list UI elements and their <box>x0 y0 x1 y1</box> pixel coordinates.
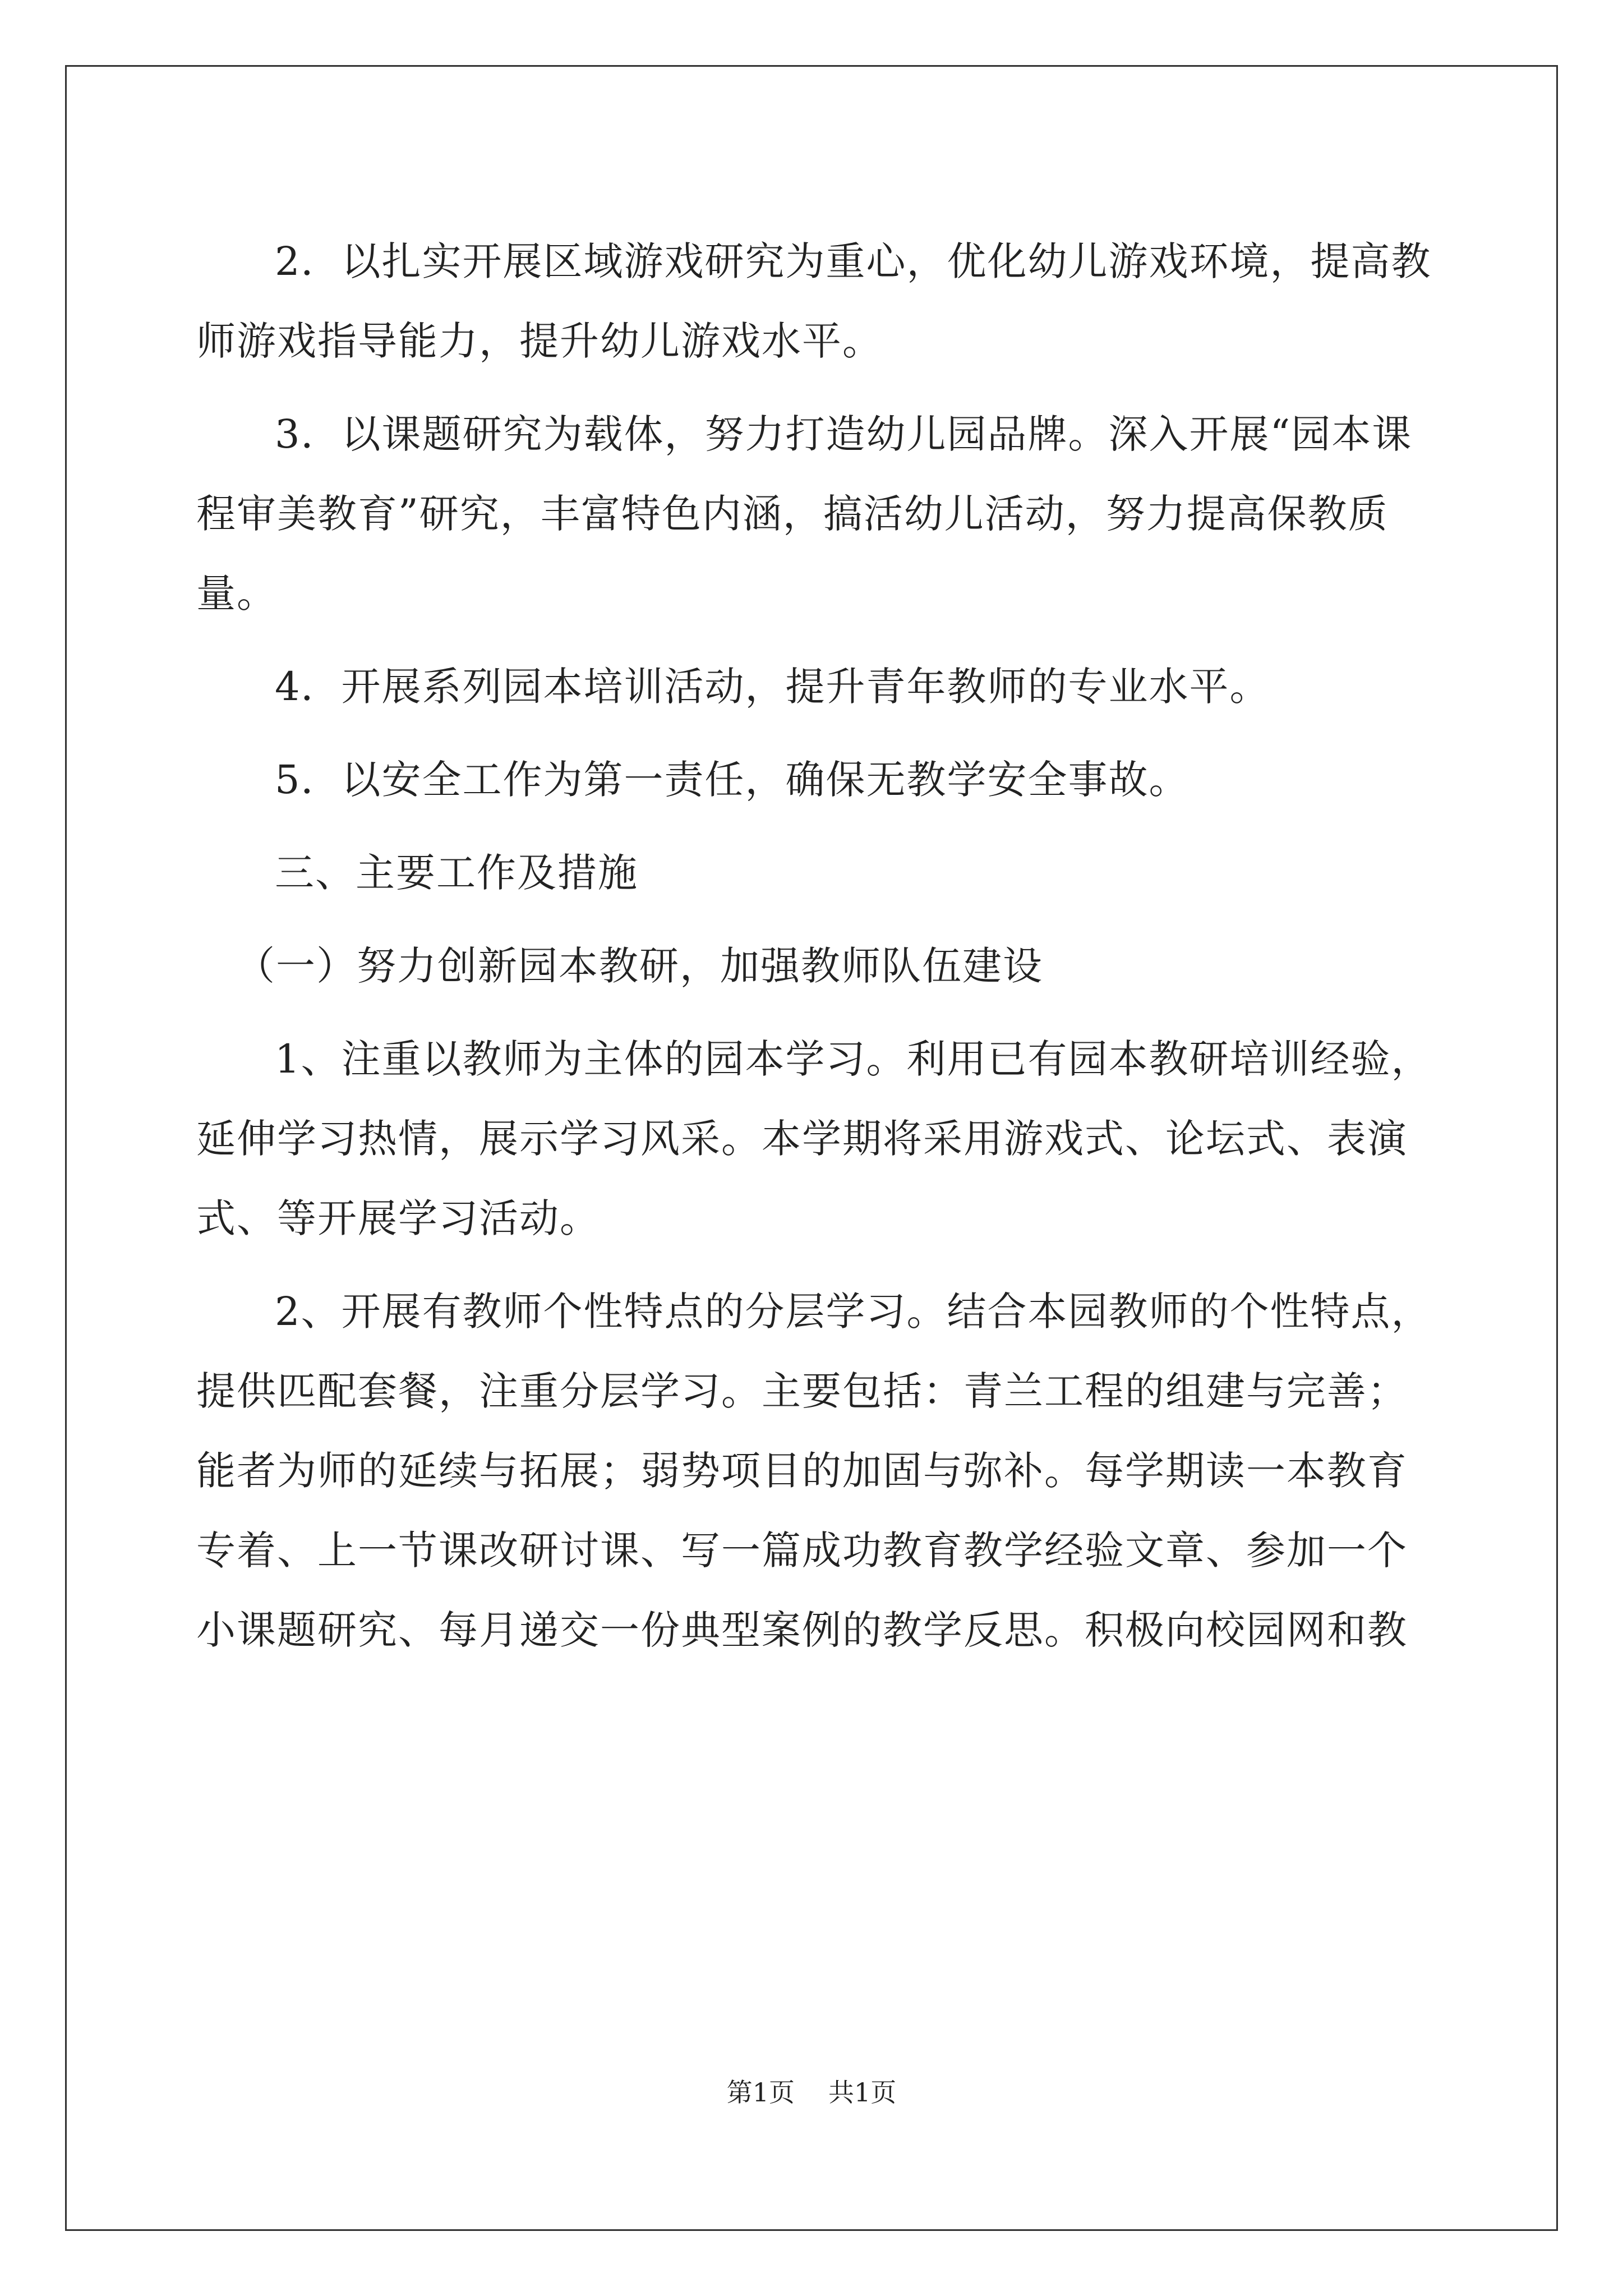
text-line: 式、等开展学习活动。 <box>196 1195 600 1241</box>
text-line: 能者为师的延续与拓展；弱势项目的加固与弥补。每学期读一本教育 <box>196 1448 1408 1494</box>
page-footer <box>0 2076 1623 2109</box>
text-line: 小课题研究、每月递交一份典型案例的教学反思。积极向校园网和教 <box>196 1607 1408 1653</box>
paragraph-goal-3 <box>196 394 1447 633</box>
paragraph-goal-4 <box>196 647 1447 726</box>
text-line: 5．以安全工作为第一责任，确保无教学安全事故。 <box>275 757 1189 803</box>
text-line: 延伸学习热情，展示学习风采。本学期将采用游戏式、论坛式、表演 <box>196 1116 1408 1162</box>
text-line: 1、注重以教师为主体的园本学习。利用已有园本教研培训经验， <box>275 1036 1432 1082</box>
paragraph-goal-2 <box>196 222 1447 381</box>
text-line: 2．以扎实开展区域游戏研究为重心，优化幼儿游戏环境，提高教 <box>275 238 1432 284</box>
text-line: 提供匹配套餐，注重分层学习。主要包括：青兰工程的组建与完善； <box>196 1368 1408 1414</box>
page-number-total: 共1页 <box>828 2077 897 2108</box>
page-number-current: 第1页 <box>726 2077 795 2108</box>
text-line: 4．开展系列园本培训活动，提升青年教师的专业水平。 <box>275 664 1270 710</box>
section-heading: 三、主要工作及措施 <box>275 850 638 896</box>
subsection-heading: （一）努力创新园本教研，加强教师队伍建设 <box>236 943 1043 989</box>
text-line: 2、开展有教师个性特点的分层学习。结合本园教师的个性特点， <box>275 1289 1432 1335</box>
paragraph-measure-1 <box>196 1019 1447 1258</box>
text-line: 程审美教育”研究，丰富特色内涵，搞活幼儿活动，努力提高保教质 <box>196 491 1389 537</box>
text-line: 专着、上一节课改研讨课、写一篇成功教育教学经验文章、参加一个 <box>196 1527 1408 1573</box>
text-line: 3．以课题研究为载体，努力打造幼儿园品牌。深入开展“园本课 <box>275 411 1413 457</box>
text-line: 师游戏指导能力，提升幼儿游戏水平。 <box>196 318 883 364</box>
text-line: 量。 <box>196 570 277 616</box>
paragraph-measure-2 <box>196 1272 1447 1670</box>
document-body <box>196 222 1447 1683</box>
paragraph-goal-5 <box>196 740 1447 820</box>
